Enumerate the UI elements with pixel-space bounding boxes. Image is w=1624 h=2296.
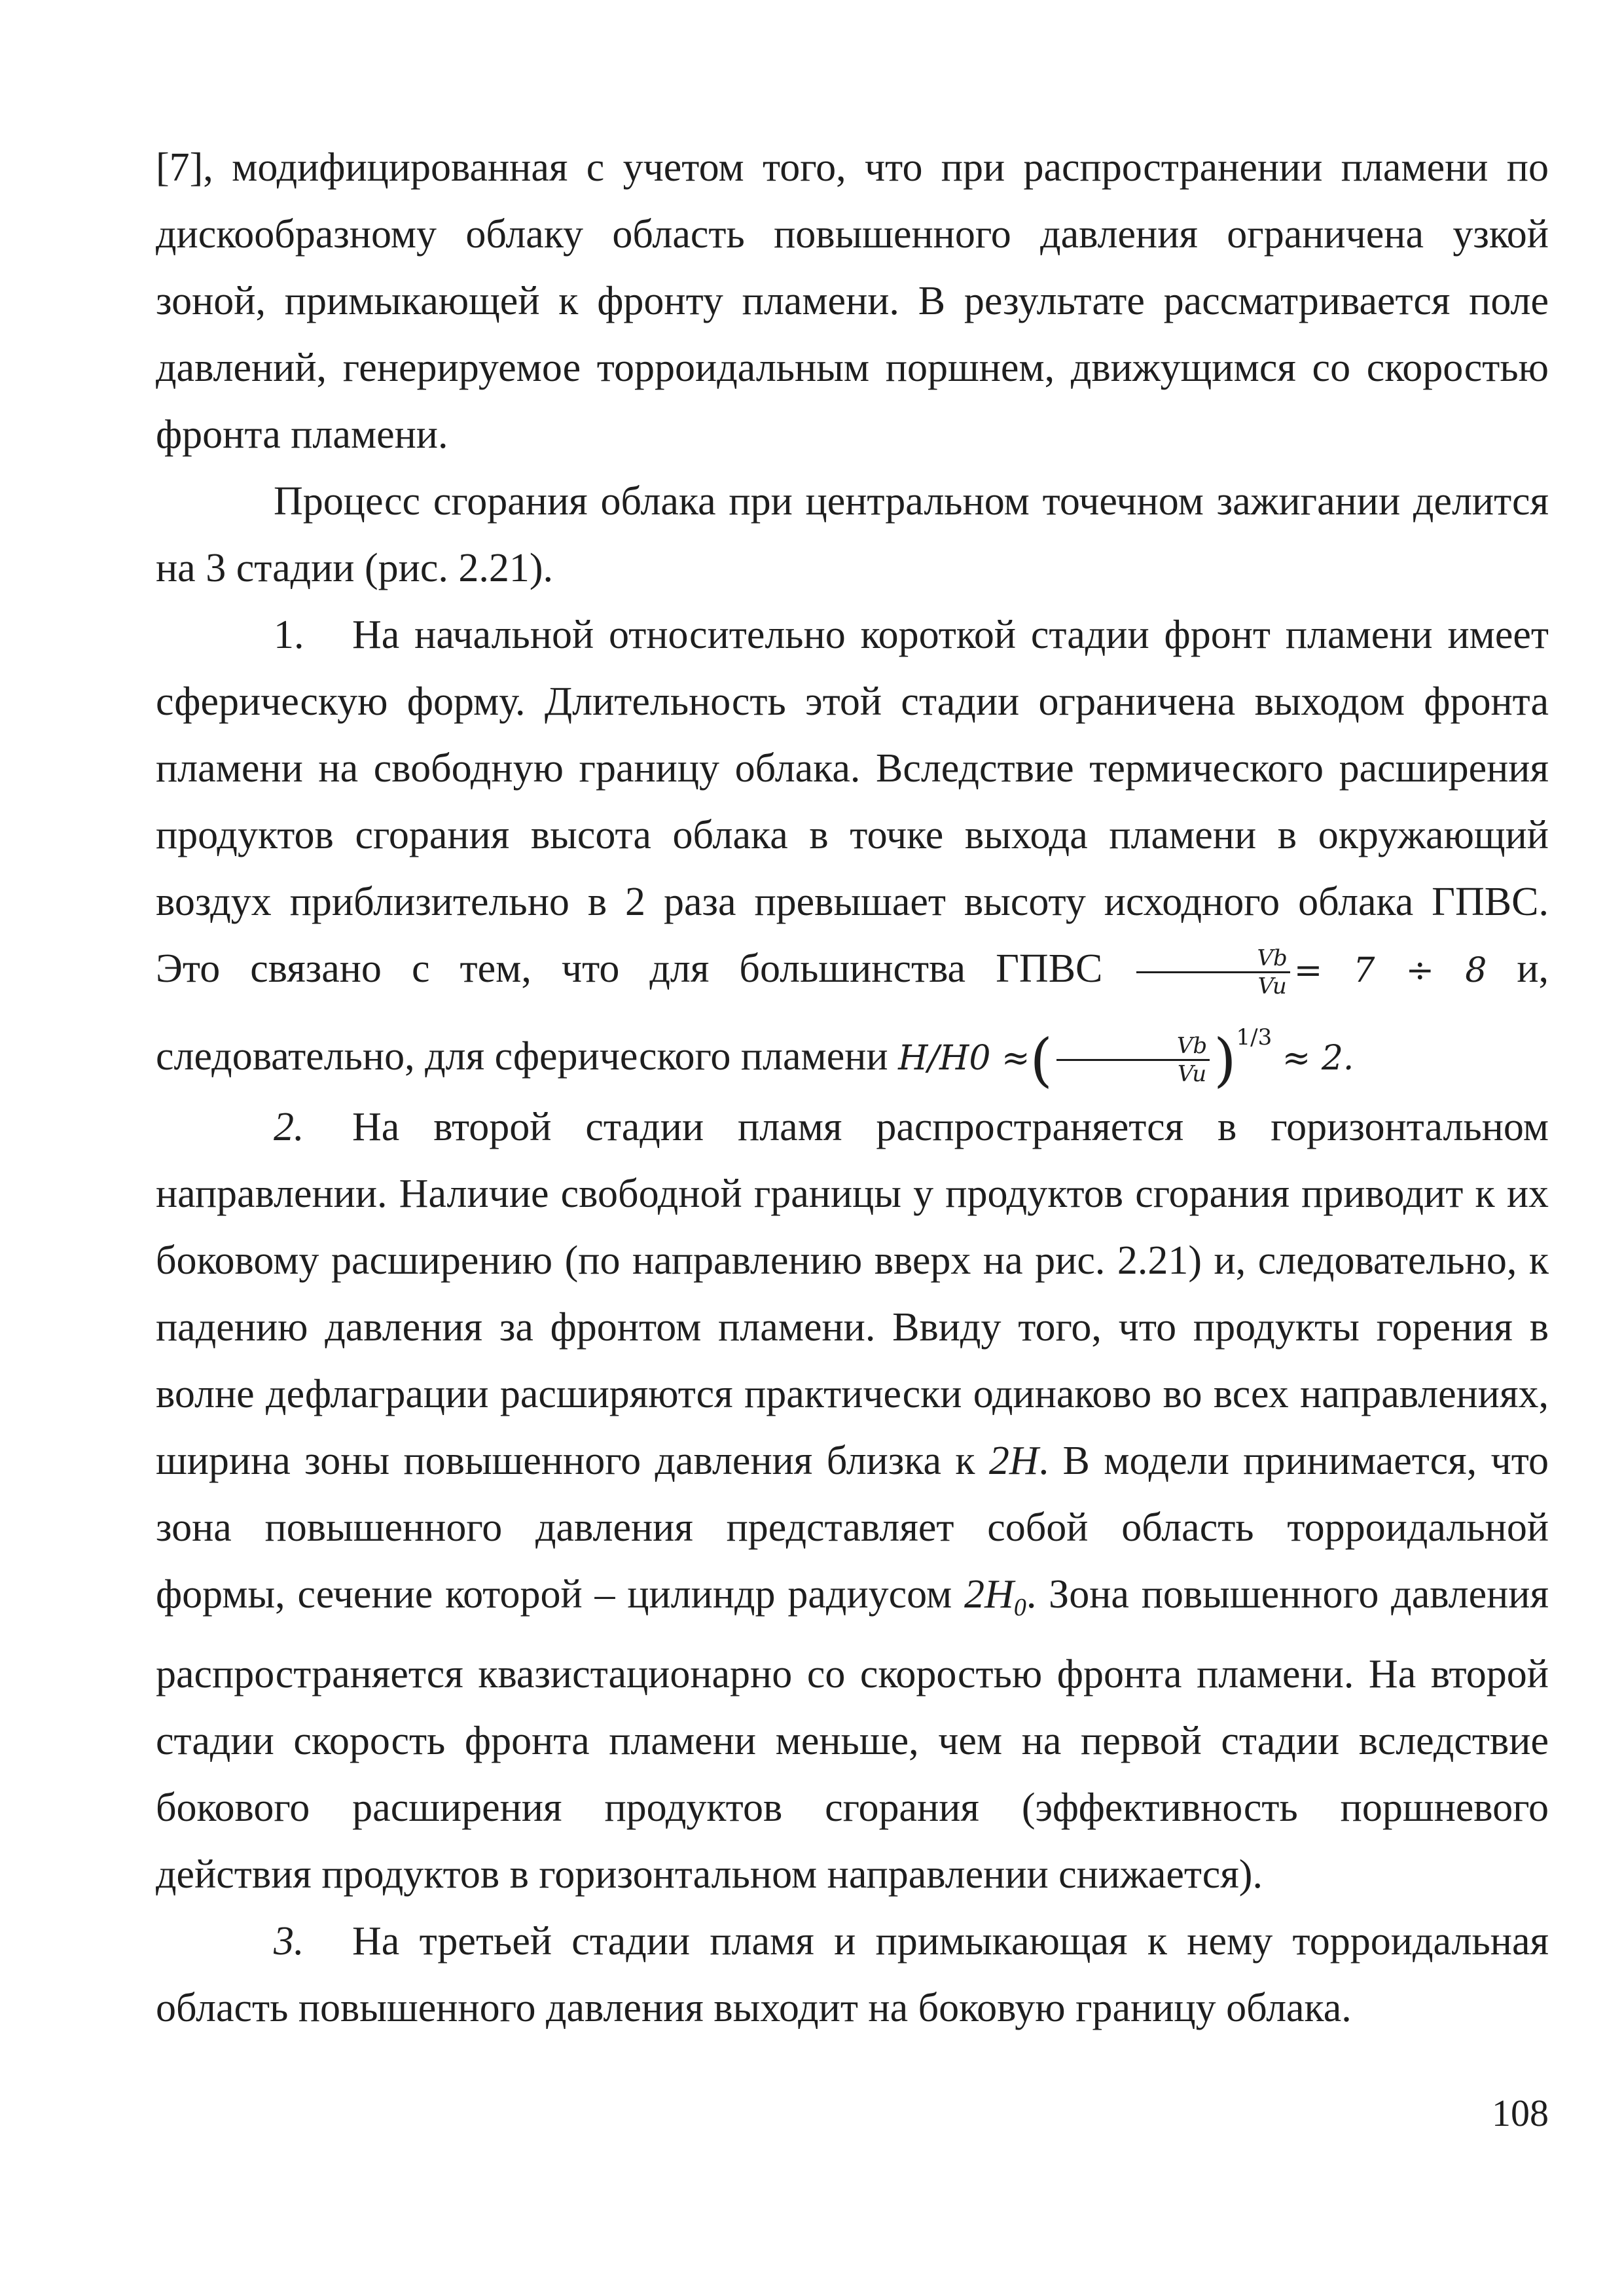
stage-2-text-c: . Зона повышенного давления распространяется квазистационарно со скоростью фронта пламени. На второй стадии скорость фронта пламени меньше, чем на первой стадии вследствие бокового расширения продуктов сгорания (эффективность поршневого действия продуктов в горизонтальном направлении снижается). — [156, 1571, 1549, 1897]
stage-3-number: 3. — [274, 1918, 304, 1964]
ratio-fraction — [1136, 945, 1290, 999]
stage-2-number: 2. — [274, 1104, 304, 1149]
variable-2H0 — [964, 1571, 1026, 1621]
formula-fraction — [1056, 1033, 1210, 1087]
variable-2H0-base: 2H — [964, 1571, 1014, 1617]
stage-1-number: 1. — [274, 613, 304, 657]
formula-close-paren: ) — [1214, 1026, 1236, 1094]
stage-1-paragraph — [156, 601, 1549, 1094]
formula-denominator: Vu — [1177, 1061, 1207, 1088]
stage-3-paragraph — [156, 1908, 1549, 2041]
stage-1-text: На начальной относительно короткой стадии фронт пламени имеет сферическую форму. Длительность этой стадии ограничена выходом фронта пламени на свободную границу облака. Вследствие термического расширения продуктов сгорания высота облака в точке выхода пламени в окружающий воздух приблизительно в 2 раза превышает высоту исходного облака ГПВС. Это связано с тем, что для большинства ГПВС — [156, 613, 1549, 991]
ratio-value: = 7 ÷ 8 — [1293, 951, 1487, 990]
stage-2-paragraph — [156, 1094, 1549, 1908]
formula-exponent: 1/3 — [1236, 1024, 1272, 1050]
document-body — [156, 134, 1549, 2041]
formula-lhs: H/H0 ≈ — [898, 1039, 1030, 1078]
ratio-denominator: Vu — [1257, 973, 1287, 1000]
variable-2H: 2H — [988, 1438, 1039, 1483]
formula-numerator: Vb — [1056, 1033, 1210, 1061]
ratio-numerator: Vb — [1136, 945, 1290, 973]
stages-intro-paragraph: Процесс сгорания облака при центральном точечном зажигании делится на 3 стадии (рис. 2.21). — [156, 479, 1549, 590]
formula-rhs: ≈ 2. — [1282, 1039, 1354, 1078]
stage-1-text-continued: и, следовательно, для сферического пламени — [156, 946, 1549, 1079]
variable-2H0-subscript: 0 — [1013, 1593, 1026, 1621]
page-number: 108 — [1492, 2092, 1549, 2134]
stage-2-text-b: . В модели принимается, что зона повышенного давления представляет собой область торроидальной формы, сечение которой – цилиндр радиусом — [156, 1438, 1549, 1617]
formula-open-paren: ( — [1030, 1026, 1053, 1094]
stage-2-text-a: На второй стадии пламя распространяется в горизонтальном направлении. Наличие свободной границы у продуктов сгорания приводит к их боковому расширению (по направлению вверх на рис. 2.21) и, следовательно, к падению давления за фронтом пламени. Ввиду того, что продукты горения в волне дефлаграции расширяются практически одинаково во всех направлениях, ширина зоны повышенного давления близка к — [156, 1104, 1549, 1483]
intro-paragraph: [7], модифицированная с учетом того, что при распространении пламени по дискообразному облаку область повышенного давления ограничена узкой зоной, примыкающей к фронту пламени. В результате рассматривается поле давлений, генерируемое торроидальным поршнем, движущимся со скоростью фронта пламени. — [156, 145, 1549, 457]
stage-3-text: На третьей стадии пламя и примыкающая к нему торроидальная область повышенного давления выходит на боковую границу облака. — [156, 1918, 1549, 2030]
